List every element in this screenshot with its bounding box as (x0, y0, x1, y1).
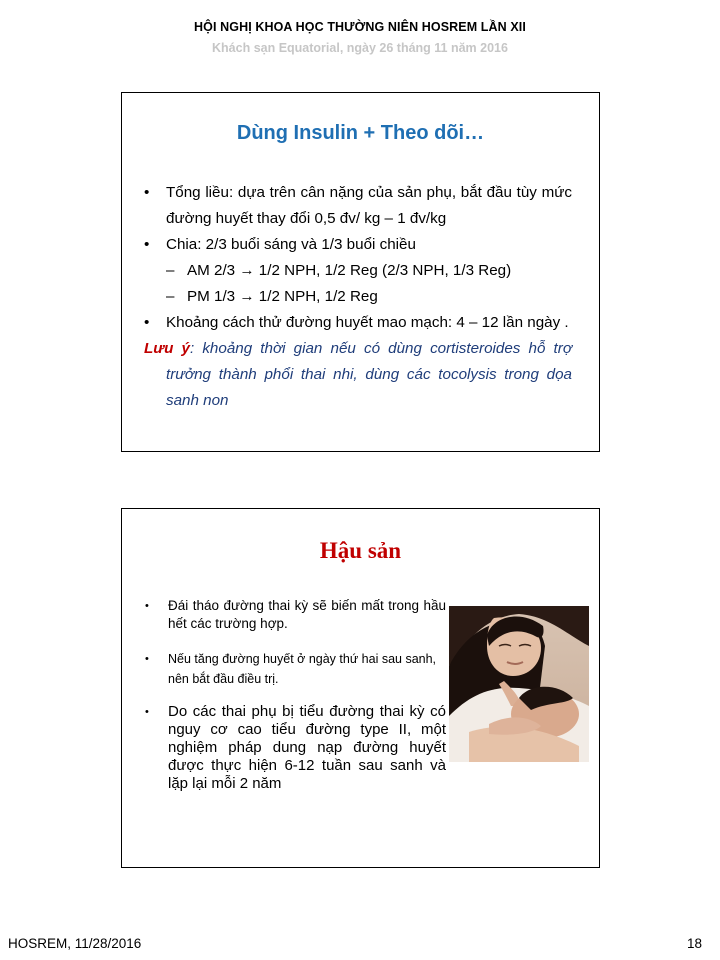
list-item (142, 597, 446, 633)
bullet-text: Tổng liều: dựa trên cân nặng của sản phụ, bắt đầu tùy mức đường huyết thay đổi 0,5 đv/ kg – 1 đv/kg (166, 184, 572, 227)
slide1-body (144, 180, 572, 414)
bullet-icon: • (144, 314, 150, 331)
page-number: 18 (686, 936, 702, 951)
bullet-item (144, 310, 572, 336)
list-item-text: Do các thai phụ bị tiểu đường thai kỳ có nguy cơ cao tiểu đường type II, một nghiệm pháp dung nạp đường huyết được thực hiện 6-12 tuần sau sanh và lặp lại mỗi 2 năm (168, 703, 446, 792)
sub-bullet-item (144, 258, 572, 284)
dash-icon: – (166, 262, 175, 279)
bullet-text: Chia: 2/3 buổi sáng và 1/3 buổi chiều (166, 236, 416, 253)
dash-icon: – (166, 288, 175, 305)
note-text: : khoảng thời gian nếu có dùng cortisteroides hỗ trợ trưởng thành phổi thai nhi, dùng các tocolysis trong dọa sanh non (166, 340, 573, 409)
bullet-item (144, 180, 572, 232)
footer-org-date: HOSREM, 11/28/2016 (8, 936, 142, 951)
list-item-text: Nếu tăng đường huyết ở ngày thứ hai sau sanh, nên bắt đầu điều trị. (168, 652, 437, 686)
slide2-list (142, 597, 446, 793)
bullet-icon: • (144, 184, 150, 201)
bullet-text: Khoảng cách thử đường huyết mao mạch: 4 – 12 lần ngày . (166, 314, 569, 331)
slide2-title: Hậu sản (319, 538, 402, 563)
bullet-icon: • (145, 706, 149, 718)
bullet-icon: • (145, 653, 149, 665)
sub-bullet-item (144, 284, 572, 310)
list-item (142, 649, 446, 689)
sub-bullet-left: AM 2/3 (187, 262, 236, 279)
slide-insulin (121, 92, 600, 452)
sub-bullet-right: 1/2 NPH, 1/2 Reg (258, 288, 378, 305)
arrow-right-icon: → (239, 288, 255, 305)
arrow-right-icon: → (239, 262, 255, 279)
bullet-icon: • (145, 600, 149, 612)
slide1-title: Dùng Insulin + Theo dõi… (236, 122, 485, 144)
sub-bullet-left: PM 1/3 (187, 288, 236, 305)
note-label: Lưu ý (144, 340, 190, 357)
list-item-text: Đái tháo đường thai kỳ sẽ biến mất trong hầu hết các trường hợp. (168, 598, 446, 631)
note (144, 336, 572, 414)
list-item (142, 703, 446, 793)
breastfeeding-photo (449, 606, 589, 762)
slide-postpartum (121, 508, 600, 868)
bullet-item (144, 232, 572, 258)
conference-subtitle: Khách sạn Equatorial, ngày 26 tháng 11 năm 2016 (212, 41, 508, 55)
conference-title: HỘI NGHỊ KHOA HỌC THƯỜNG NIÊN HOSREM LẦN XII (194, 20, 526, 34)
sub-bullet-right: 1/2 NPH, 1/2 Reg (2/3 NPH, 1/3 Reg) (258, 262, 512, 279)
bullet-icon: • (144, 236, 150, 253)
